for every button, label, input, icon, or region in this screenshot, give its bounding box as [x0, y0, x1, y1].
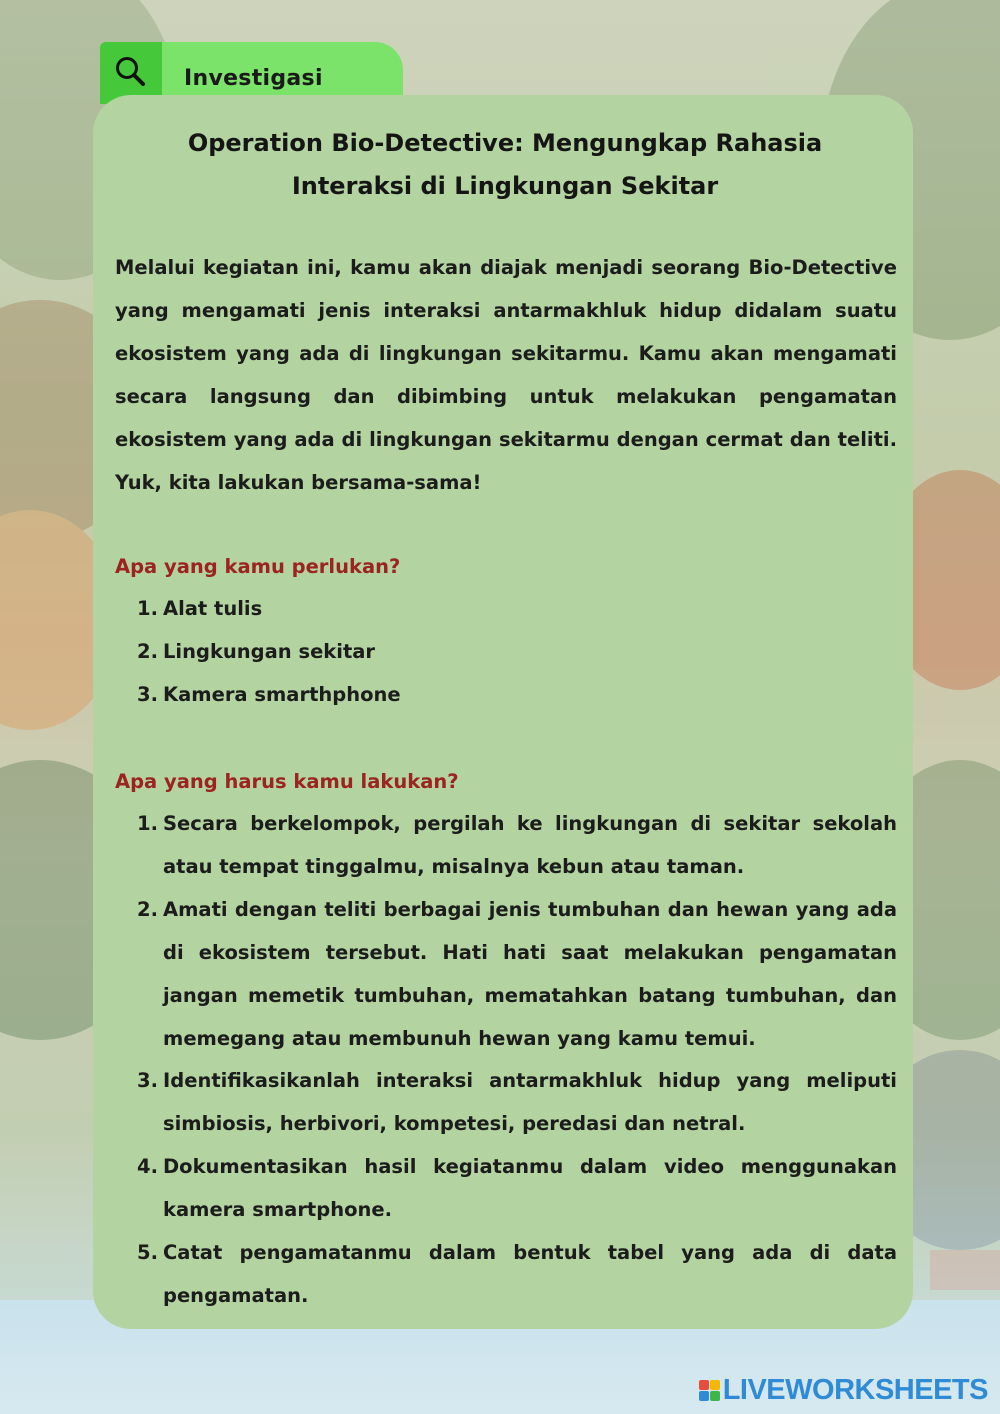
liveworksheets-logo-icon [699, 1380, 720, 1401]
list-item [115, 631, 897, 674]
list-item [115, 588, 897, 631]
magnifier-icon [111, 53, 151, 93]
steps-heading: Apa yang harus kamu lakukan? [115, 770, 459, 793]
needs-heading: Apa yang kamu perlukan? [115, 555, 401, 578]
list-item [115, 674, 897, 717]
list-item-text: Dokumentasikan hasil kegiatanmu dalam video menggunakan kamera smartphone. [163, 1155, 897, 1222]
page-title: Operation Bio-Detective: Mengungkap Rahasia Interaksi di Lingkungan Sekitar [187, 129, 823, 200]
list-item-number: 4. [137, 1155, 158, 1179]
steps-list [115, 803, 897, 1318]
list-item-text: Amati dengan teliti berbagai jenis tumbuhan dan hewan yang ada di ekosistem tersebut. Hati hati saat melakukan pengamatan jangan memetik tumbuhan, mematahkan batang tumbuhan, dan memegang atau membunuh hewan yang kamu temui. [163, 897, 897, 1050]
list-item-text: Lingkungan sekitar [163, 639, 376, 663]
list-item [115, 1146, 897, 1232]
list-item-text: Catat pengamatanmu dalam bentuk tabel yang ada di data pengamatan. [163, 1241, 897, 1307]
needs-list [115, 588, 897, 717]
list-item-text: Identifikasikanlah interaksi antarmakhluk hidup yang meliputi simbiosis, herbivori, kompetesi, peredasi dan netral. [163, 1069, 897, 1136]
list-item-number: 2. [137, 639, 158, 663]
section-tab-label: Investigasi [184, 66, 323, 91]
list-item-number: 3. [137, 682, 158, 706]
list-item [115, 1060, 897, 1146]
list-item-number: 1. [137, 812, 158, 835]
list-item-number: 2. [137, 897, 158, 921]
list-item-number: 3. [137, 1069, 158, 1093]
list-item-number: 1. [137, 597, 158, 620]
list-item [115, 1232, 897, 1318]
list-item-text: Kamera smarthphone [163, 682, 401, 706]
list-item-text: Alat tulis [163, 597, 263, 620]
list-item-number: 5. [137, 1241, 158, 1265]
intro-paragraph: Melalui kegiatan ini, kamu akan diajak menjadi seorang Bio-Detective yang mengamati jenis interaksi antarmakhluk hidup didalam suatu ekosistem yang ada di lingkungan sekitarmu. Kamu akan mengamati secara langsung dan dibimbing untuk melakukan pengamatan ekosistem yang ada di lingkungan sekitarmu dengan cermat dan teliti. Yuk, kita lakukan bersama-sama! [115, 256, 897, 494]
list-item [115, 803, 897, 889]
list-item-text: Secara berkelompok, pergilah ke lingkungan di sekitar sekolah atau tempat tinggalmu, misalnya kebun atau taman. [163, 812, 897, 878]
liveworksheets-brand[interactable] [699, 1374, 988, 1407]
list-item [115, 889, 897, 1061]
liveworksheets-brand-text: LIVEWORKSHEETS [722, 1374, 988, 1406]
